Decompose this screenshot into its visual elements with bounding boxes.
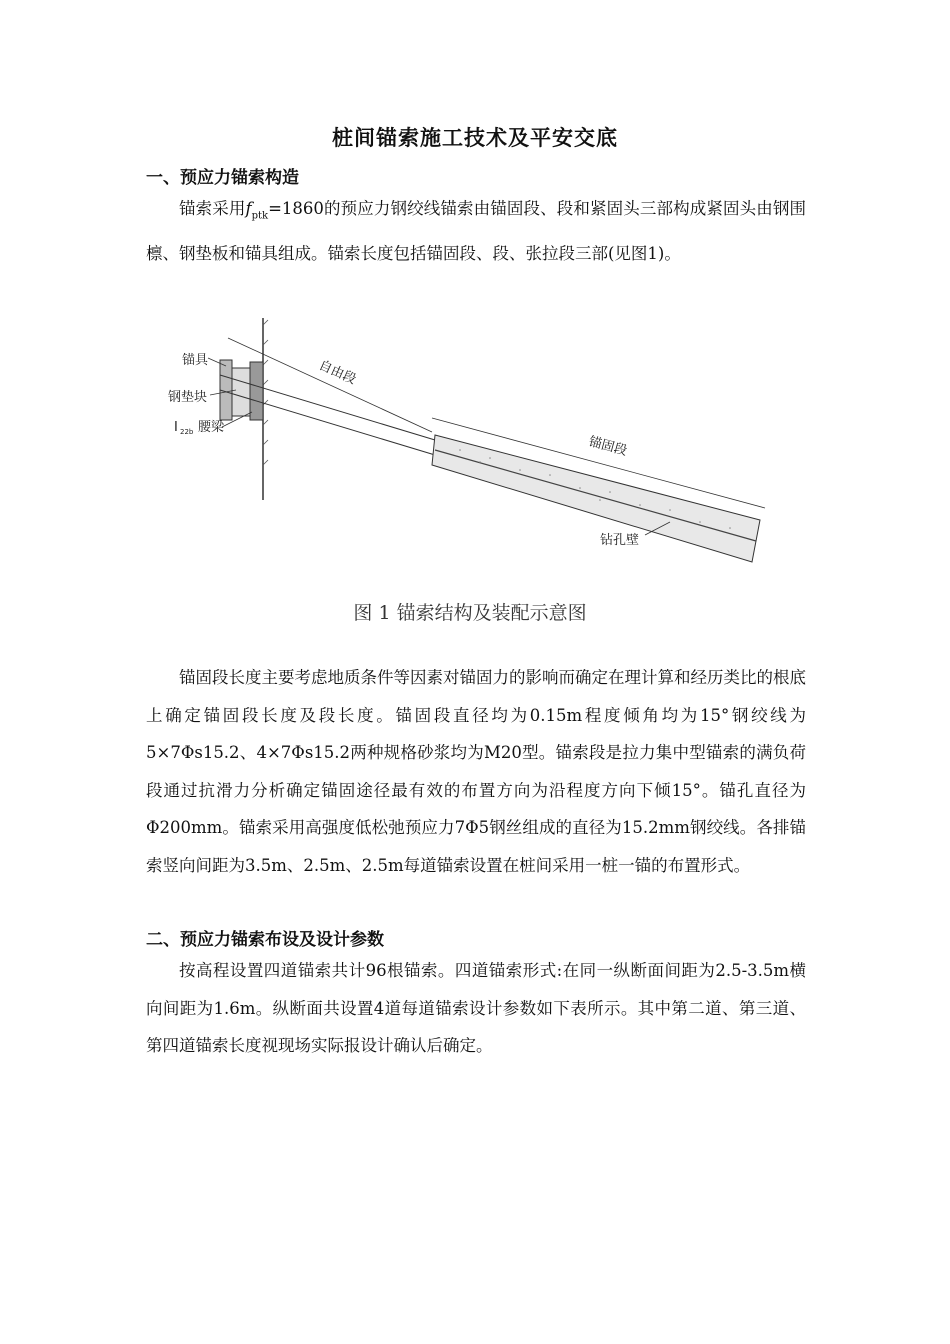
label-waler-main: I (174, 420, 178, 435)
figure-caption: 图 1 锚索结构及装配示意图 (353, 602, 587, 624)
free-section-lower-line (220, 390, 435, 455)
label-anchor: 锚具 (182, 353, 209, 368)
section-heading-2: 二、预应力锚索布设及设计参数 (146, 930, 384, 950)
para-text-pre: 锚索采用 (179, 199, 246, 218)
section-1b-paragraph (146, 659, 806, 884)
section-2-paragraph (146, 952, 806, 1065)
symbol-subscript: ptk (251, 210, 269, 222)
label-borehole-wall: 钻孔壁 (600, 533, 640, 548)
label-waler-sub: 22b (180, 428, 194, 436)
section-1-paragraph (146, 190, 806, 272)
label-free-section: 自由段 (316, 357, 359, 388)
section-heading-1: 一、预应力锚索构造 (146, 168, 299, 188)
section-2-text: 按高程设置四道锚索共计96根锚索。四道锚索形式:在同一纵断面间距为2.5-3.5m横向间距为1.6m。纵断面共设置4道每道锚索设计参数如下表所示。其中第二道、第三道、第四道锚索长度视现场实际报设计确认后确定。 (146, 961, 806, 1055)
label-steel-pad: 钢垫块 (168, 390, 208, 405)
steel-pad-block (232, 368, 250, 416)
anchor-head-block (220, 360, 232, 420)
symbol-f: f (245, 199, 252, 218)
para-text-post: =1860的预应力钢绞线锚索由锚固段、段和紧固头三部构成紧固头由钢围檩、钢垫板和锚具组成。锚索长度包括锚固段、段、张拉段三部(见图1)。 (146, 199, 806, 263)
label-waler-text: 腰梁 (198, 420, 225, 435)
label-anchored-section: 锚固段 (586, 434, 629, 459)
anchor-structure-figure (160, 300, 780, 640)
waler-beam (250, 362, 263, 420)
document-title: 桩间锚索施工技术及平安交底 (332, 125, 618, 150)
section-1b-text: 锚固段长度主要考虑地质条件等因素对锚固力的影响而确定在理计算和经历类比的根底上确定锚固段长度及段长度。锚固段直径均为0.15m程度倾角均为15°钢绞线为5×7Φs15.2、4×7Φs15.2两种规格砂浆均为M20型。锚索段是拉力集中型锚索的满负荷段通过抗滑力分析确定锚固途径最有效的布置方向为沿程度方向下倾15°。锚孔直径为Φ200mm。锚索采用高强度低松弛预应力7Φ5钢丝组成的直径为15.2mm钢绞线。各排锚索竖向间距为3.5m、2.5m、2.5m每道锚索设置在桩间采用一桩一锚的布置形式。 (146, 668, 806, 875)
anchored-section-grout (432, 435, 760, 562)
tendon-in-grout (435, 450, 756, 541)
